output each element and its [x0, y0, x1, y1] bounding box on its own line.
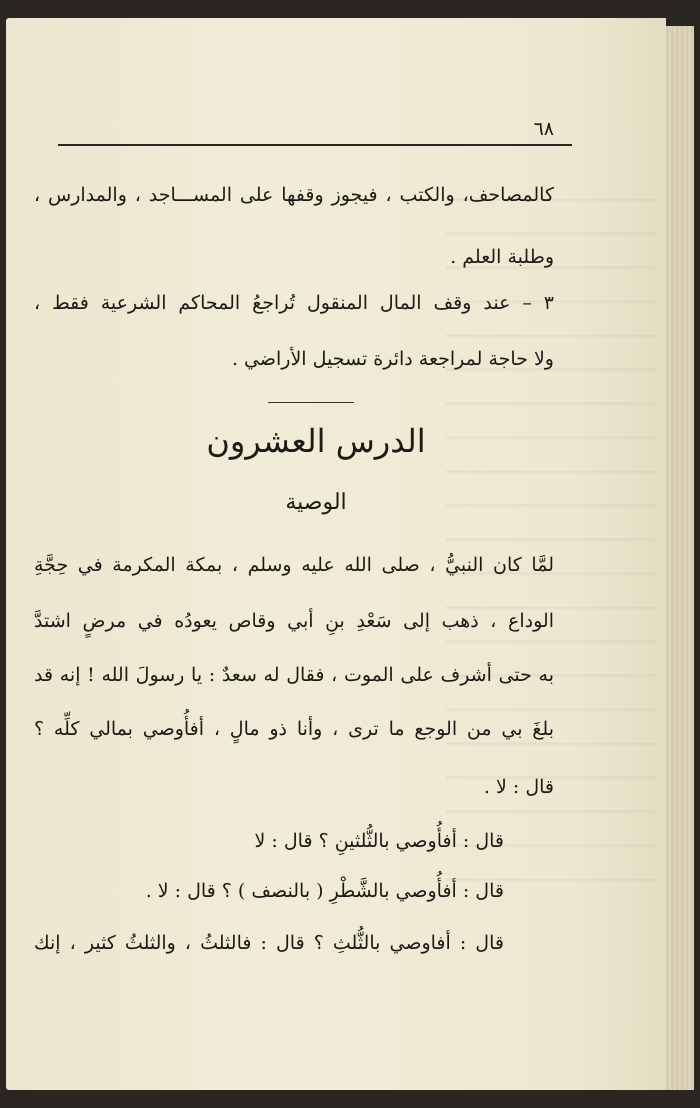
paragraph-line-3: ٣ – عند وقف المال المنقول تُراجعُ المحاكم الشرعية فقط ، — [34, 292, 554, 314]
lesson-subtitle: الوصية — [285, 490, 347, 515]
body-line-6: قال : أفأُوصي بالثُّلثينِ ؟ قال : لا — [254, 830, 504, 852]
section-divider — [268, 402, 354, 403]
book-page — [6, 18, 666, 1090]
body-line-3: به حتى أشرف على الموت ، فقال له سعدٌ : يا رسولَ الله ! إنه قد — [34, 664, 554, 686]
header-rule — [58, 144, 572, 146]
body-line-2: الوداع ، ذهب إلى سَعْدِ بنِ أبي وقاص يعودُه في مرضٍ اشتدَّ — [34, 610, 554, 632]
body-line-7: قال : أفأُوصي بالشَّطْرِ ( بالنصف ) ؟ قال : لا . — [145, 880, 504, 902]
body-line-8: قال : أفاوصي بالثُّلثِ ؟ قال : فالثلثُ ، والثلثُ كثير ، إنك — [34, 932, 504, 954]
page-number: ٦٨ — [533, 118, 554, 140]
body-line-1: لمَّا كان النبيُّ ، صلى الله عليه وسلم ، بمكة المكرمة في حِجَّةِ — [34, 554, 554, 576]
paragraph-line-1: كالمصاحف، والكتب ، فيجوز وقفها على المســـاجد ، والمدارس ، — [34, 184, 554, 206]
paragraph-line-2: وطلبة العلم . — [450, 246, 554, 268]
body-line-5: قال : لا . — [483, 776, 554, 798]
body-line-4: بلغَ بي من الوجع ما ترى ، وأنا ذو مالٍ ، أفأُوصي بمالي كلِّه ؟ — [34, 718, 554, 740]
paragraph-line-4: ولا حاجة لمراجعة دائرة تسجيل الأراضي . — [231, 348, 554, 370]
page-edges — [666, 26, 694, 1090]
lesson-title: الدرس العشرون — [206, 422, 426, 460]
